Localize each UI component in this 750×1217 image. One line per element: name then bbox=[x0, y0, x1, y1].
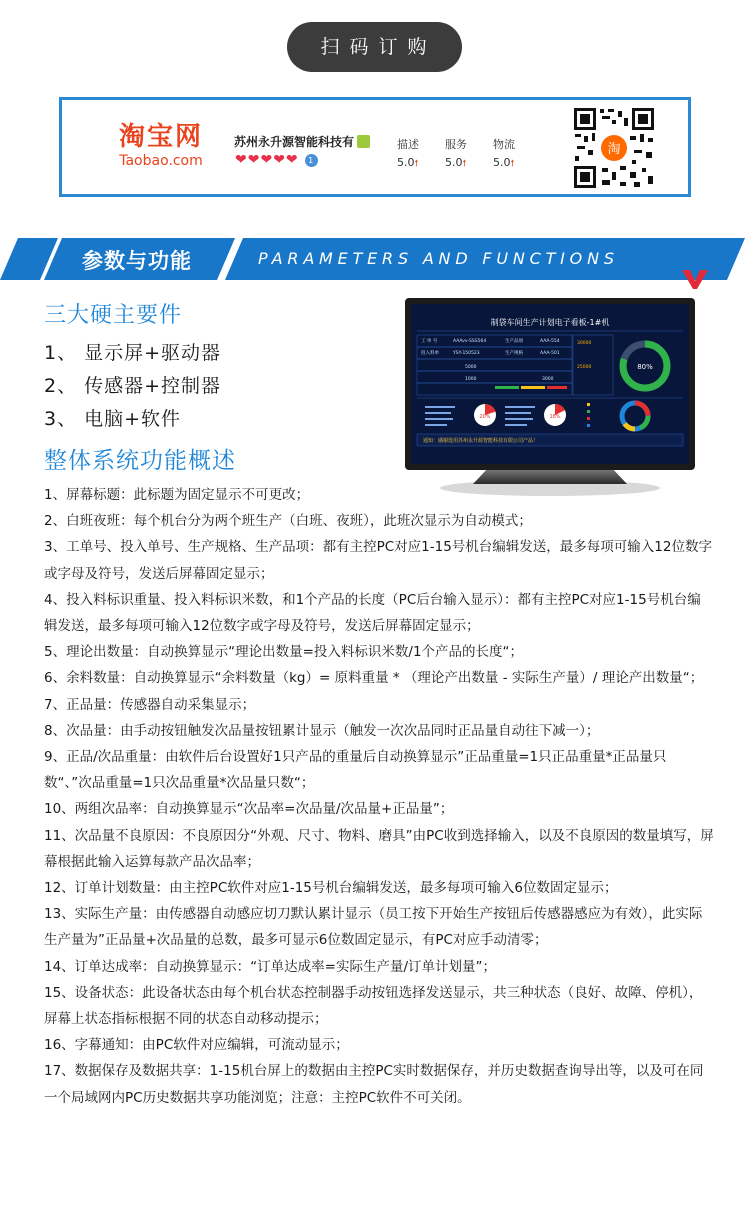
feature-item: 4、投入料标识重量、投入料标识米数，和1个产品的长度（PC后台输入显示）：都有主控PC对应1-15号机台编辑发送，最多每项可输入12位数字或字母及符号，发送后屏幕固定显示； bbox=[44, 591, 701, 635]
shop-name[interactable] bbox=[234, 133, 370, 150]
overview-heading: 整体系统功能概述 bbox=[44, 448, 236, 474]
feature-list bbox=[44, 482, 714, 1111]
rating-label-service: 服务 bbox=[445, 138, 467, 151]
hearts-icon: ❤❤❤❤❤ bbox=[235, 152, 299, 168]
monitor-actual: 25000 bbox=[577, 365, 592, 370]
chevron-down-icon bbox=[682, 268, 708, 290]
hardware-heading: 三大硬主要件 bbox=[44, 303, 183, 328]
feature-item: 9、正品/次品重量：由软件后台设置好1只产品的重量后自动换算显示”正品重量=1只正品重量*正品量只数“、”次品重量=1只次品重量*次品量只数“； bbox=[44, 749, 667, 792]
banner-title: 参数与功能 bbox=[82, 249, 192, 273]
feature-item: 6、余料数量：自动换算显示“余料数量（kg）= 原料重量 * （理论产出数量 - 实际生产量）/ 理论产出数量“； bbox=[44, 670, 704, 687]
taobao-logo-cn: 淘宝网 bbox=[118, 122, 203, 152]
feature-item: 2、白班夜班：每个机台分为两个班生产（白班、夜班），此班次显示为自动模式； bbox=[44, 513, 532, 530]
monitor-field: AAAvv-SSS564 bbox=[453, 339, 487, 344]
hardware-item: 3、 电脑+软件 bbox=[44, 408, 182, 430]
feature-item: 15、设备状态：此设备状态由每个机台状态控制器手动按钮选择发送显示，共三种状态（良好、故障、停机），屏幕上状态指标根据不同的状态自动移动提示； bbox=[44, 984, 703, 1028]
monitor-title: 制袋车间生产计划电子看板-1#机 bbox=[490, 318, 610, 327]
verified-badge-icon bbox=[357, 135, 370, 148]
feature-item: 11、次品量不良原因：不良原因分“外观、尺寸、物料、磨具”由PC收到选择输入，以及不良原因的数量填写，屏幕根据此输入运算每款产品次品率； bbox=[44, 827, 714, 870]
monitor-qty: 3000 bbox=[542, 377, 554, 382]
feature-item: 3、工单号、投入单号、生产规格、生产品项：都有主控PC对应1-15号机台编辑发送，最多每项可输入12位数字或字母及符号，发送后屏幕固定显示； bbox=[44, 539, 712, 582]
feature-item: 16、字幕通知：由PC软件对应编辑，可流动显示； bbox=[44, 1037, 349, 1054]
monitor-field: 生产规格 bbox=[505, 351, 523, 356]
rating-value-service: 5.0 bbox=[445, 156, 463, 169]
section-banner bbox=[0, 238, 750, 280]
monitor-percent-main: 80% bbox=[637, 363, 653, 371]
qr-taobao-badge: 淘 bbox=[607, 142, 621, 157]
monitor-field: AAA-501 bbox=[540, 351, 560, 356]
monitor-order-plan: 30000 bbox=[577, 341, 592, 346]
monitor-field: YSY-150523 bbox=[453, 351, 480, 356]
qr-code-icon bbox=[572, 106, 656, 190]
taobao-logo bbox=[106, 122, 216, 170]
rating-value-logistics: 5.0 bbox=[493, 156, 511, 169]
monitor-field: 工 单 号 bbox=[421, 339, 438, 344]
feature-item: 10、两组次品率：自动换算显示“次品率=次品量/次品量+正品量”； bbox=[44, 801, 454, 818]
level-badge: 1 bbox=[305, 154, 318, 167]
up-arrow-icon: 🠕 bbox=[510, 159, 515, 169]
hardware-item: 1、 显示屏+驱动器 bbox=[44, 342, 222, 364]
feature-item: 1、屏幕标题：此标题为固定显示不可更改； bbox=[44, 487, 310, 503]
shop-card[interactable] bbox=[59, 97, 691, 197]
feature-item: 8、次品量：由手动按钮触发次品量按钮累计显示（触发一次次品同时正品量自动往下减一）； bbox=[44, 722, 600, 739]
monitor-percent-a: 20% bbox=[479, 414, 491, 420]
monitor-illustration bbox=[405, 298, 695, 498]
monitor-notice: 通知：感谢选用苏州永升源智能科技有限公司产品！ bbox=[423, 438, 539, 444]
monitor-field: 投入料单 bbox=[421, 351, 439, 356]
shop-ratings bbox=[397, 136, 531, 172]
hardware-item: 2、 传感器+控制器 bbox=[44, 375, 222, 397]
feature-item: 13、实际生产量：由传感器自动感应切刀默认累计显示（员工按下开始生产按钮后传感器感应为有效），此实际生产量为”正品量+次品量的总数，最多可显示6位数固定显示，有PC对应手动清零； bbox=[44, 906, 703, 949]
feature-item: 17、数据保存及数据共享：1-15机台屏上的数据由主控PC实时数据保存，并历史数据查询导出等，以及可在同一个局域网内PC历史数据共享功能浏览；注意：主控PC软件不可关闭。 bbox=[44, 1063, 704, 1106]
feature-item: 14、订单达成率：自动换算显示：“订单达成率=实际生产量/订单计划量”； bbox=[44, 958, 497, 975]
rating-label-desc: 描述 bbox=[397, 138, 419, 151]
feature-item: 7、正品量：传感器自动采集显示； bbox=[44, 696, 256, 713]
shop-name-text[interactable]: 苏州永升源智能科技有 bbox=[234, 135, 355, 149]
taobao-logo-en: Taobao.com bbox=[119, 153, 203, 169]
up-arrow-icon: 🠕 bbox=[462, 159, 467, 169]
monitor-qty: 1000 bbox=[465, 377, 477, 382]
monitor-qty: 5000 bbox=[465, 365, 477, 370]
feature-item: 12、订单计划数量：由主控PC软件对应1-15号机台编辑发送，最多每项可输入6位数固定显示； bbox=[44, 880, 618, 897]
monitor-field: 生产品项 bbox=[505, 339, 523, 344]
up-arrow-icon: 🠕 bbox=[414, 159, 419, 169]
shop-credit bbox=[235, 152, 318, 168]
feature-item: 5、理论出数量：自动换算显示“理论出数量=投入料标识米数/1个产品的长度“； bbox=[44, 644, 524, 661]
monitor-percent-b: 18% bbox=[549, 414, 561, 420]
monitor-field: AAA-554 bbox=[540, 339, 560, 344]
banner-subtitle: PARAMETERS AND FUNCTIONS bbox=[258, 249, 619, 268]
scan-order-button[interactable]: 扫码订购 bbox=[287, 22, 462, 72]
rating-value-desc: 5.0 bbox=[397, 156, 415, 169]
rating-label-logistics: 物流 bbox=[493, 138, 515, 151]
